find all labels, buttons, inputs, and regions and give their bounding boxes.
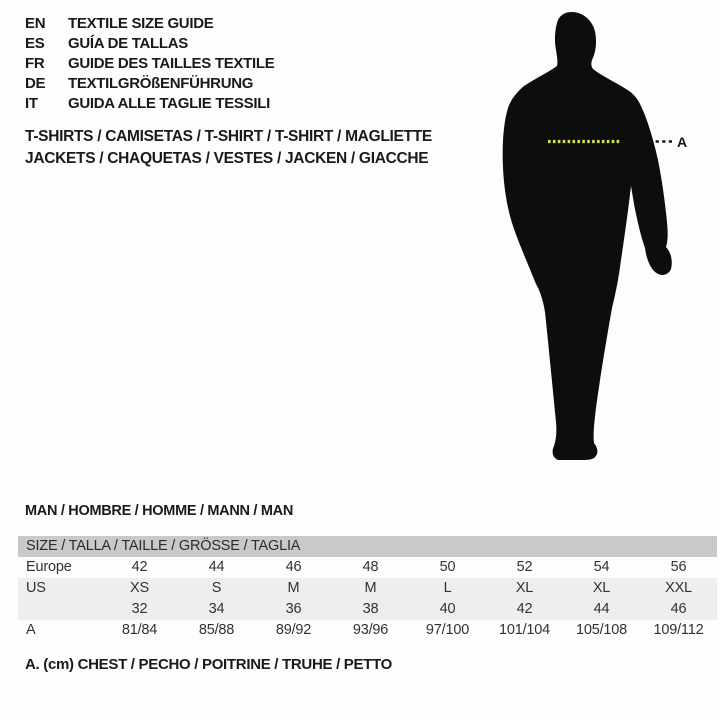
garment-categories	[25, 126, 432, 170]
table-row-chest-a	[18, 620, 717, 641]
language-title: GUÍA DE TALLAS	[68, 35, 188, 52]
category-tshirts: T-SHIRTS / CAMISETAS / T-SHIRT / T-SHIRT / MAGLIETTE	[25, 128, 432, 145]
list-item	[25, 34, 274, 54]
man-silhouette	[440, 0, 720, 470]
table-cell: 36	[285, 601, 302, 617]
row-label	[18, 599, 101, 620]
table-cell: 38	[362, 601, 379, 617]
table-cell: XL	[592, 580, 611, 596]
table-cell: 48	[362, 559, 379, 575]
language-title: TEXTILE SIZE GUIDE	[68, 15, 214, 32]
language-title-list	[25, 14, 274, 114]
language-code: DE	[25, 75, 46, 92]
table-cell: M	[287, 580, 300, 596]
list-item	[25, 94, 274, 114]
language-code: ES	[25, 35, 45, 52]
table-cell: 34	[208, 601, 225, 617]
language-title: GUIDA ALLE TAGLIE TESSILI	[68, 95, 270, 112]
table-cell: 50	[439, 559, 456, 575]
language-code: EN	[25, 15, 46, 32]
table-cell: 46	[285, 559, 302, 575]
table-row-us	[18, 578, 717, 599]
list-item	[25, 54, 274, 74]
table-cell: 42	[516, 601, 533, 617]
table-cell: S	[211, 580, 222, 596]
size-table	[18, 536, 717, 641]
table-cell: 54	[593, 559, 610, 575]
table-cell: 46	[670, 601, 687, 617]
table-cell: 44	[593, 601, 610, 617]
table-cell: XS	[130, 580, 149, 596]
table-row-numeric	[18, 599, 717, 620]
table-cell: XXL	[665, 580, 692, 596]
table-cell: 93/96	[352, 622, 389, 638]
list-item	[25, 14, 274, 34]
row-label: Europe	[26, 559, 72, 575]
language-title: GUIDE DES TAILLES TEXTILE	[68, 55, 275, 72]
table-cell: 101/104	[498, 622, 550, 638]
table-cell: 81/84	[121, 622, 158, 638]
row-label: US	[26, 580, 46, 596]
measure-label-a: A	[677, 134, 688, 150]
table-cell: 56	[670, 559, 687, 575]
section-title-man: MAN / HOMBRE / HOMME / MANN / MAN	[25, 503, 294, 519]
category-jackets: JACKETS / CHAQUETAS / VESTES / JACKEN / GIACCHE	[25, 150, 429, 167]
table-cell: 97/100	[425, 622, 470, 638]
table-cell: 85/88	[198, 622, 235, 638]
language-code: IT	[25, 95, 38, 112]
table-cell: 44	[208, 559, 225, 575]
row-label: A	[26, 622, 36, 638]
table-row-europe	[18, 557, 717, 578]
table-cell: 40	[439, 601, 456, 617]
table-cell: 32	[131, 601, 148, 617]
list-item	[25, 74, 274, 94]
language-code: FR	[25, 55, 45, 72]
table-cell: L	[443, 580, 452, 596]
table-cell: 109/112	[653, 622, 704, 638]
table-cell: 89/92	[275, 622, 312, 638]
table-cell: M	[364, 580, 377, 596]
table-cell: XL	[515, 580, 534, 596]
table-cell: 52	[516, 559, 533, 575]
measurement-footnote: A. (cm) CHEST / PECHO / POITRINE / TRUHE / PETTO	[25, 656, 393, 673]
man-body-shape	[503, 12, 672, 460]
size-table-header: SIZE / TALLA / TAILLE / GRÖSSE / TAGLIA	[18, 536, 717, 557]
language-title: TEXTILGRÖßENFÜHRUNG	[68, 75, 254, 92]
table-cell: 42	[131, 559, 148, 575]
table-cell: 105/108	[575, 622, 627, 638]
